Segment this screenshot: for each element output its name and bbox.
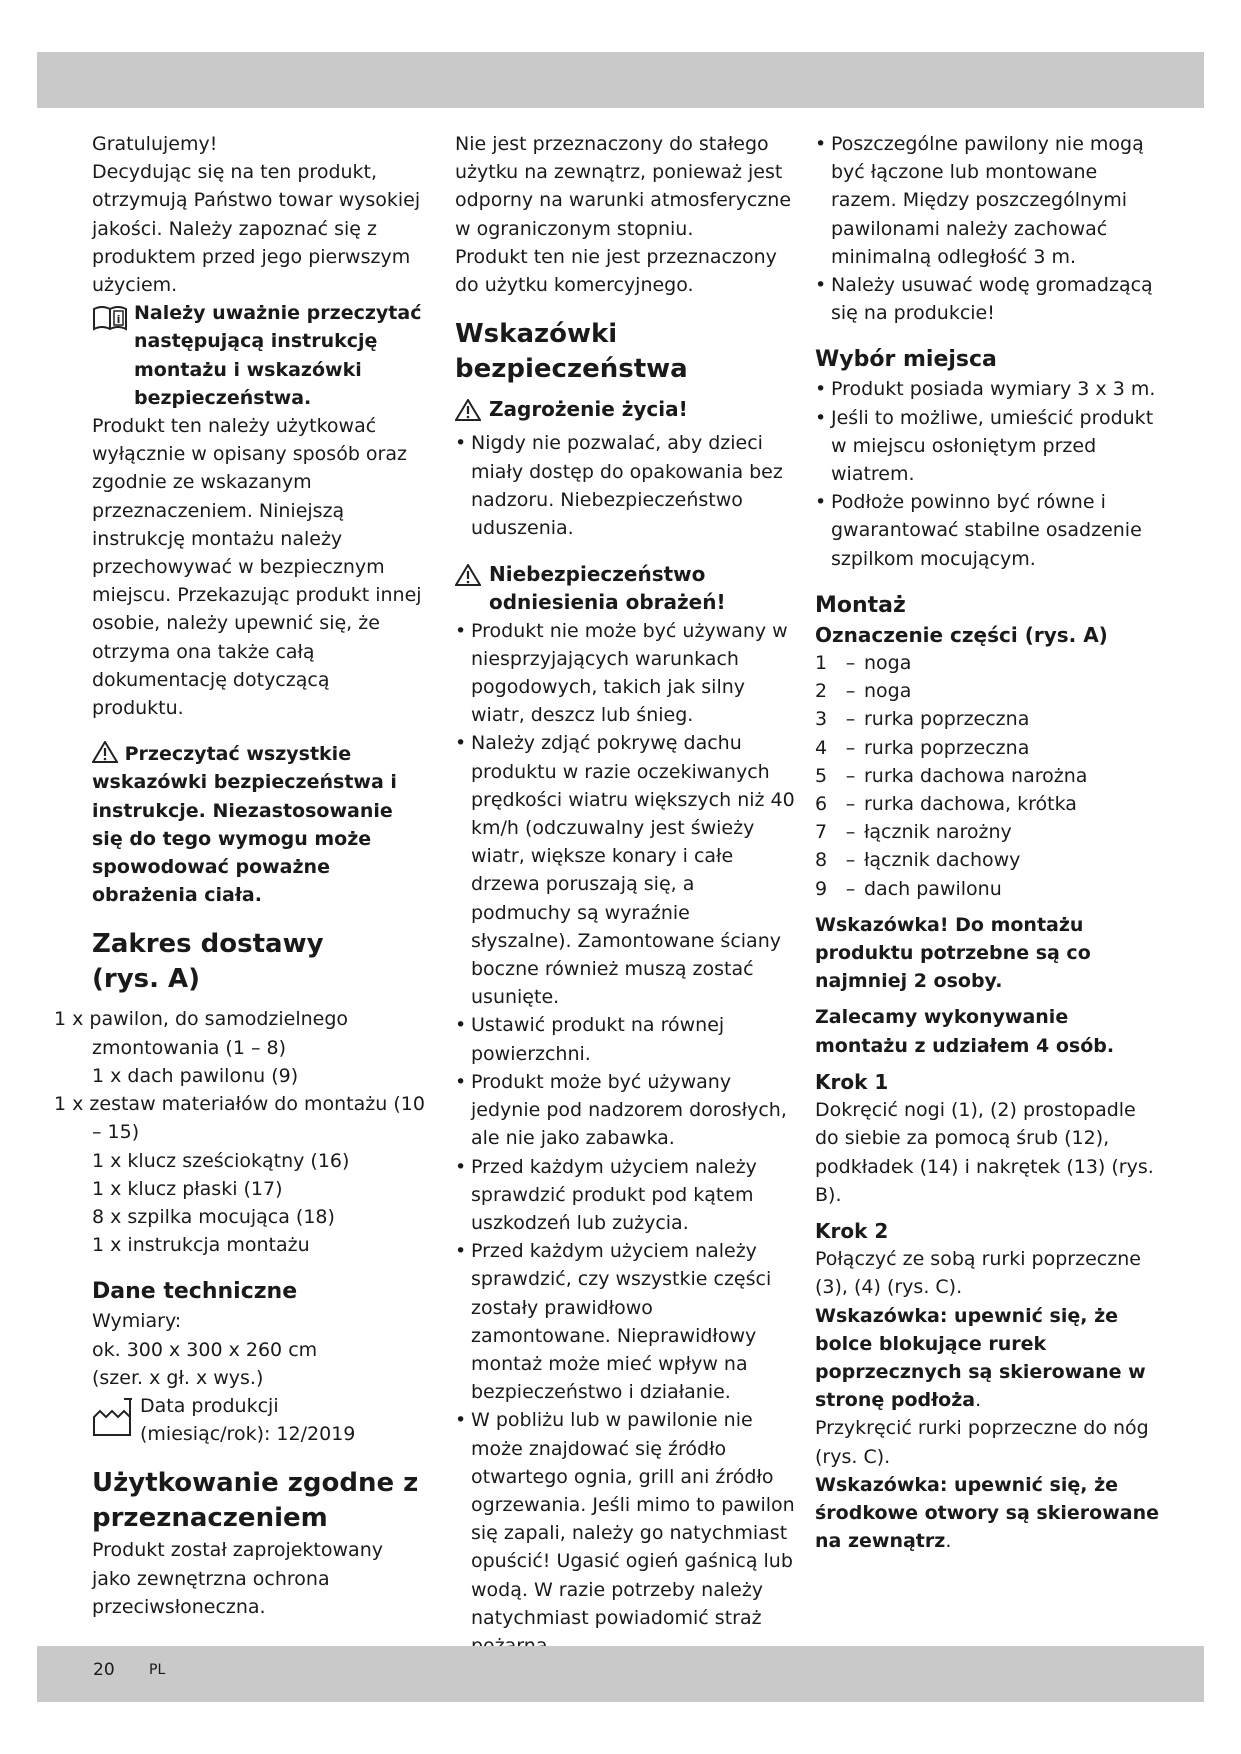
- language-code: PL: [149, 1662, 166, 1678]
- note-two-persons: Wskazówka! Do montażu produktu potrzebne są co najmniej 2 osoby.: [815, 913, 1091, 993]
- production-date-icon: [92, 1395, 134, 1445]
- list-item: 9 – dach pawilonu: [815, 877, 1002, 900]
- intro-text: Decydując się na ten produkt, otrzymują Państwo towar wysokiej jakości. Należy zapoznać się z produktem przed jego pierwszym użyciem.: [92, 161, 421, 297]
- danger-life-header: [455, 395, 795, 429]
- list-item: 3 – rurka poprzeczna: [815, 708, 1030, 731]
- danger-life-heading: Zagrożenie życia!: [489, 397, 688, 422]
- delivery-heading: Zakres dostawy (rys. A): [92, 929, 324, 995]
- list-item: 1 – noga: [815, 652, 912, 675]
- intended-use-text: Produkt został zaprojektowany jako zewnętrzna ochrona przeciwsłoneczna.: [92, 1539, 383, 1618]
- parts-list: [815, 649, 1160, 903]
- danger-life-list: [455, 429, 795, 542]
- list-item: 1 x dach pawilonu (9): [92, 1064, 299, 1087]
- safety-heading: Wskazówki bezpieczeństwa: [455, 319, 688, 385]
- step2-text2: Przykręcić rurki poprzeczne do nóg (rys. C).: [815, 1417, 1149, 1468]
- general-warning: [92, 740, 427, 909]
- list-item: 8 x szpilka mocująca (18): [92, 1205, 335, 1228]
- production-date-label: Data produkcji: [140, 1394, 279, 1417]
- column-2: [455, 130, 795, 1660]
- step1-text: Dokręcić nogi (1), (2) prostopadle do siebie za pomocą śrub (12), podkładek (14) i nakrętek (13) (rys. B).: [815, 1099, 1154, 1206]
- intended-use-text-2: Nie jest przeznaczony do stałego użytku na zewnątrz, ponieważ jest odporny na warunki atmosferyczne w ograniczonym stopniu.: [455, 133, 792, 240]
- list-item: • Jeśli to możliwe, umieścić produkt w miejscu osłoniętym przed wiatrem.: [815, 406, 1154, 486]
- svg-text:i: i: [116, 313, 121, 327]
- list-item: 8 – łącznik dachowy: [815, 849, 1021, 872]
- intro-greeting: Gratulujemy!: [92, 133, 218, 155]
- step2-heading: Krok 2: [815, 1218, 889, 1243]
- list-item: • Produkt może być używany jedynie pod nadzorem dorosłych, ale nie jako zabawka.: [455, 1070, 787, 1150]
- manual-info-icon: [92, 299, 128, 412]
- intended-use-heading: Użytkowanie zgodne z przeznaczeniem: [92, 1468, 419, 1534]
- footer-bar: [37, 1646, 1204, 1702]
- column-1: [54, 130, 427, 1621]
- dimensions-unit: (szer. x gł. x wys.): [92, 1366, 264, 1389]
- list-item: • Podłoże powinno być równe i gwarantować stabilne osadzenie szpilkom mocującym.: [815, 491, 1142, 570]
- usage-text: Produkt ten należy użytkować wyłącznie w opisany sposób oraz zgodnie ze wskazanym przeznaczeniem. Niniejszą instrukcję montażu należy przechowywać w bezpiecznym miejscu. Przekazując produkt innej osobie, należy upewnić się, że otrzyma ona także całą dokumentację dotyczącą produktu.: [92, 415, 422, 720]
- danger-injury-heading: Niebezpieczeństwo odniesienia obrażeń!: [489, 562, 726, 615]
- list-item: • Należy usuwać wodę gromadzącą się na produkcie!: [815, 274, 1153, 325]
- list-item: • W pobliżu lub w pawilonie nie może znajdować się źródło otwartego ognia, grill ani źródło ogrzewania. Jeśli mimo to pawilon się zapali, należy go natychmiast opuścić! Ugasić ogień gaśnicą lub wodą. W razie potrzeby należy natychmiast powiadomić straż: [455, 1409, 795, 1629]
- delivery-list: [54, 1005, 427, 1259]
- danger-injury-header: [455, 560, 795, 616]
- step1-heading: Krok 1: [815, 1069, 889, 1094]
- info-note-text: Należy uważnie przeczytać następującą instrukcję montażu i wskazówki bezpieczeństwa.: [134, 302, 422, 409]
- header-bar: [37, 52, 1204, 108]
- list-item: • Ustawić produkt na równej powierzchni.: [455, 1014, 725, 1065]
- danger-injury-list: [455, 617, 795, 1661]
- list-item: 1 x instrukcja montażu: [92, 1234, 310, 1257]
- step2-text: Połączyć ze sobą rurki poprzeczne (3), (4) (rys. C).: [815, 1248, 1141, 1299]
- list-item: 1 x klucz płaski (17): [92, 1177, 283, 1200]
- dimensions-value: ok. 300 x 300 x 260 cm: [92, 1338, 318, 1361]
- list-item: 6 – rurka dachowa, krótka: [815, 793, 1077, 816]
- list-item: 2 – noga: [815, 680, 912, 703]
- list-item: • Produkt nie może być używany w niesprzyjających warunkach pogodowych, takich jak silny wiatr, deszcz lub śnieg.: [455, 619, 788, 727]
- intended-use-text-3: Produkt ten nie jest przeznaczony do użytku komercyjnego.: [455, 245, 777, 297]
- general-warning-text: Przeczytać wszystkie wskazówki bezpieczeństwa i instrukcje. Niezastosowanie się do tego wymogu może spowodować poważne obrażenia ciała.: [92, 743, 397, 907]
- list-item: • Nigdy nie pozwalać, aby dzieci miały dostęp do opakowania bez nadzoru. Niebezpieczeństwo uduszenia.: [455, 432, 783, 540]
- production-date-value: (miesiąc/rok): 12/2019: [140, 1423, 356, 1446]
- column-3: [815, 130, 1160, 1555]
- warning-triangle-icon: [455, 395, 481, 429]
- list-item: • Przed każdym użyciem należy sprawdzić produkt pod kątem uszkodzeń lub zużycia.: [455, 1155, 757, 1234]
- warning-triangle-icon: [92, 743, 118, 765]
- warning-triangle-icon: [455, 560, 481, 594]
- step2-note1: Wskazówka: upewnić się, że bolce blokujące rurek poprzecznych są skierowane w stronę podłoża.: [815, 1304, 1146, 1412]
- location-heading: Wybór miejsca: [815, 347, 997, 373]
- info-note: [92, 299, 427, 412]
- tech-heading: Dane techniczne: [92, 1279, 298, 1305]
- page-number: 20: [93, 1660, 115, 1680]
- dimensions-label: Wymiary:: [92, 1310, 182, 1333]
- list-item: • Produkt posiada wymiary 3 x 3 m.: [815, 378, 1156, 401]
- list-item: 1 x klucz sześciokątny (16): [92, 1149, 350, 1172]
- list-item: 7 – łącznik narożny: [815, 821, 1012, 844]
- step2-note2: Wskazówka: upewnić się, że środkowe otwory są skierowane na zewnątrz.: [815, 1473, 1159, 1553]
- note-four-persons: Zalecamy wykonywanie montażu z udziałem 4 osób.: [815, 1006, 1115, 1057]
- list-item: 1 x pawilon, do samodzielnego zmontowania (1 – 8): [54, 1008, 349, 1059]
- assembly-heading: Montaż: [815, 592, 906, 618]
- list-item: 4 – rurka poprzeczna: [815, 736, 1030, 759]
- list-item: 1 x zestaw materiałów do montażu (10 – 15): [54, 1093, 425, 1144]
- list-item: • Poszczególne pawilony nie mogą być łączone lub montowane razem. Między poszczególnymi pawilonami należy zachować minimalną odległość 3 m.: [815, 133, 1144, 268]
- safety-list-cont: [815, 130, 1160, 327]
- list-item: • Należy zdjąć pokrywę dachu produktu w razie oczekiwanych prędkości wiatru większych niż 40 km/h (odczuwalny jest świeży wiatr, większe konary i całe drzewa poruszają się, a podmuchy są wyraźnie słyszalne). Zamontowane ściany boczne również muszą zostać usunięte.: [455, 732, 795, 1009]
- list-item: 5 – rurka dachowa narożna: [815, 764, 1088, 787]
- production-date: [92, 1392, 427, 1448]
- parts-heading: Oznaczenie części (rys. A): [815, 622, 1108, 647]
- list-item: • Przed każdym użyciem należy sprawdzić, czy wszystkie części zostały prawidłowo zamontowane. Nieprawidłowy montaż może mieć wpływ na bezpieczeństwo i działanie.: [455, 1240, 772, 1404]
- location-list: [815, 375, 1160, 572]
